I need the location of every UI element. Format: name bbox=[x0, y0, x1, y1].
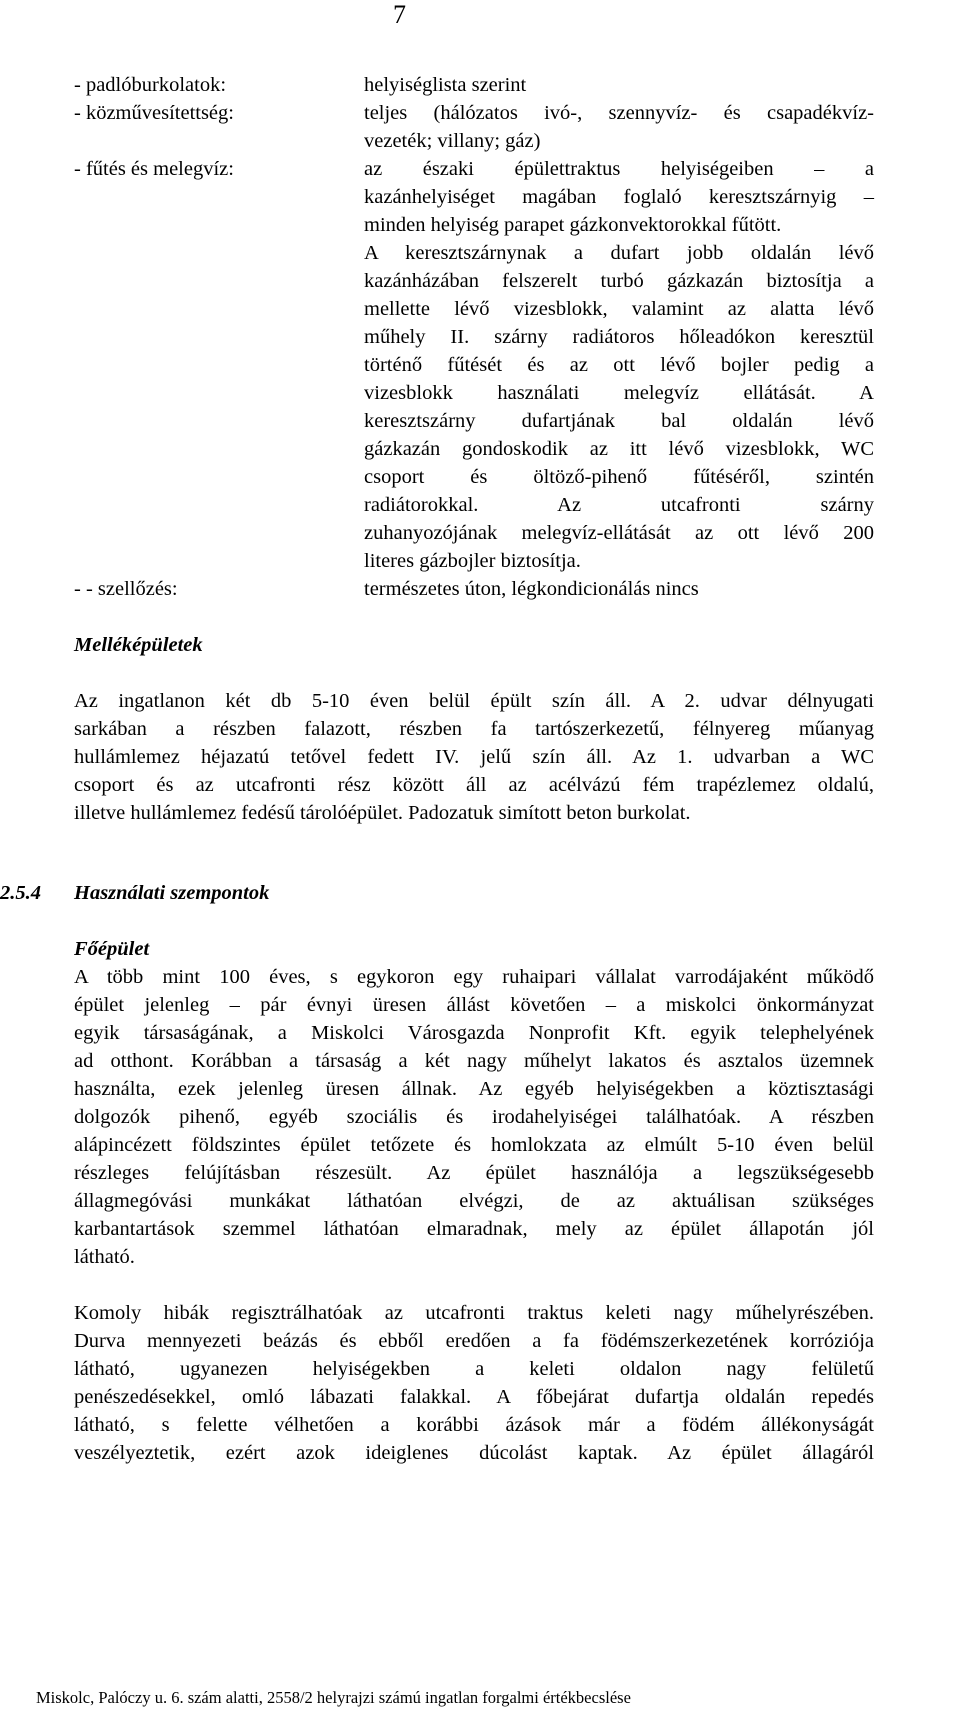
utility-value-utilities-line: vezeték; villany; gáz) bbox=[364, 130, 541, 152]
section-heading-outbuildings: Melléképületek bbox=[74, 634, 203, 656]
outbuildings-line: illetve hullámlemez fedésű tárolóépület. Padozatuk simított beton burkolat. bbox=[74, 802, 691, 824]
outbuildings-line: sarkában a részben falazott, részben fa tartószerkezetű, félnyereg műanyag bbox=[74, 718, 874, 740]
utility-value-heating-line: keresztszárny dufartjának bal oldalán lévő bbox=[364, 410, 874, 432]
utility-label-heating: - fűtés és melegvíz: bbox=[74, 158, 234, 180]
utility-value-ventilation: természetes úton, légkondicionálás nincs bbox=[364, 578, 699, 600]
main-building-para2-line: Komoly hibák regisztrálhatóak az utcafronti traktus keleti nagy műhelyrészében. bbox=[74, 1302, 874, 1324]
utility-value-floor: helyiséglista szerint bbox=[364, 74, 527, 96]
utility-value-heating-line: csoport és öltöző-pihenő fűtéséről, szintén bbox=[364, 466, 874, 488]
main-building-para2-line: Durva mennyezeti beázás és ebből eredően a fa födémszerkezetének korróziója bbox=[74, 1330, 874, 1352]
utility-value-heating-line: radiátorokkal. Az utcafronti szárny bbox=[364, 494, 874, 516]
section-title: Használati szempontok bbox=[74, 882, 270, 904]
outbuildings-line: csoport és az utcafronti rész között áll az acélvázú fém trapézlemez oldalú, bbox=[74, 774, 874, 796]
utility-value-heating-line: történő fűtését és az ott lévő bojler pedig a bbox=[364, 354, 874, 376]
utility-value-heating-line: literes gázbojler biztosítja. bbox=[364, 550, 581, 572]
main-building-para2-line: látható, ugyanezen helyiségekben a keleti oldalon nagy felületű bbox=[74, 1358, 874, 1380]
main-building-para1-line: karbantartások szemmel láthatóan elmaradnak, mely az épület állapotán jól bbox=[74, 1218, 874, 1240]
section-heading-main-building: Főépület bbox=[74, 938, 150, 960]
section-number: 2.5.4 bbox=[0, 882, 41, 904]
utility-value-heating-line: kazánházában felszerelt turbó gázkazán biztosítja a bbox=[364, 270, 874, 292]
utility-label-floor: - padlóburkolatok: bbox=[74, 74, 227, 96]
main-building-para1-line: használta, ezek jelenleg üresen állnak. Az egyéb helyiségekben a köztisztasági bbox=[74, 1078, 874, 1100]
utility-value-heating-line: kazánhelyiséget magában foglaló keresztszárnyig – bbox=[364, 186, 874, 208]
main-building-para2-line: penészedésekkel, omló lábazati falakkal. A főbejárat dufartja oldalán repedés bbox=[74, 1386, 874, 1408]
outbuildings-line: hullámlemez héjazatú tetővel fedett IV. jelű szín áll. Az 1. udvarban a WC bbox=[74, 746, 874, 768]
utility-value-heating-line: gázkazán gondoskodik az itt lévő vizesblokk, WC bbox=[364, 438, 874, 460]
main-building-para1-line: alápincézett földszintes épület tetőzete és homlokzata az elmúlt 5-10 éven belül bbox=[74, 1134, 874, 1156]
utility-value-utilities-line: teljes (hálózatos ivó-, szennyvíz- és csapadékvíz- bbox=[364, 102, 874, 124]
utility-value-heating-line: mellette lévő vizesblokk, valamint az alatta lévő bbox=[364, 298, 874, 320]
utility-label-utilities: - közművesítettség: bbox=[74, 102, 234, 124]
utility-value-heating-line: zuhanyozójának melegvíz-ellátását az ott lévő 200 bbox=[364, 522, 874, 544]
main-building-para1-line: állagmegóvási munkákat láthatóan elvégzi, de az aktuálisan szükséges bbox=[74, 1190, 874, 1212]
main-building-para2-line: látható, s felette vélhetően a korábbi ázások már a födém állékonyságát bbox=[74, 1414, 874, 1436]
page-footer: Miskolc, Palóczy u. 6. szám alatti, 2558/2 helyrajzi számú ingatlan forgalmi értékbecslése bbox=[36, 1688, 631, 1707]
main-building-para1-line: egyik társaságának, a Miskolci Városgazda Nonprofit Kft. egyik telephelyének bbox=[74, 1022, 874, 1044]
main-building-para2-line: veszélyeztetik, ezért azok ideiglenes dúcolást kaptak. Az épület állagáról bbox=[74, 1442, 874, 1464]
main-building-para1-line: A több mint 100 éves, s egykoron egy ruhaipari vállalat varrodájaként működő bbox=[74, 966, 874, 988]
utility-value-heating-line: az északi épülettraktus helyiségeiben – a bbox=[364, 158, 874, 180]
utility-label-ventilation: - - szellőzés: bbox=[74, 578, 178, 600]
outbuildings-line: Az ingatlanon két db 5-10 éven belül épült szín áll. A 2. udvar délnyugati bbox=[74, 690, 874, 712]
utility-value-heating-line: A keresztszárnynak a dufart jobb oldalán lévő bbox=[364, 242, 874, 264]
main-building-para1-line: dolgozók pihenő, egyéb szociális és irodahelyiségei találhatóak. A részben bbox=[74, 1106, 874, 1128]
main-building-para1-line: látható. bbox=[74, 1246, 135, 1268]
utility-value-heating-line: minden helyiség parapet gázkonvektorokkal fűtött. bbox=[364, 214, 782, 236]
main-building-para1-line: épület jelenleg – pár évnyi üresen állást követően – a miskolci önkormányzat bbox=[74, 994, 874, 1016]
main-building-para1-line: részleges felújításban részesült. Az épület használója a legszükségesebb bbox=[74, 1162, 874, 1184]
utility-value-heating-line: vizesblokk használati melegvíz ellátását. A bbox=[364, 382, 874, 404]
page-number: 7 bbox=[393, 0, 406, 29]
main-building-para1-line: ad otthont. Korábban a társaság a két nagy műhelyt lakatos és asztalos üzemnek bbox=[74, 1050, 874, 1072]
utility-value-heating-line: műhely II. szárny radiátoros hőleadókon keresztül bbox=[364, 326, 874, 348]
